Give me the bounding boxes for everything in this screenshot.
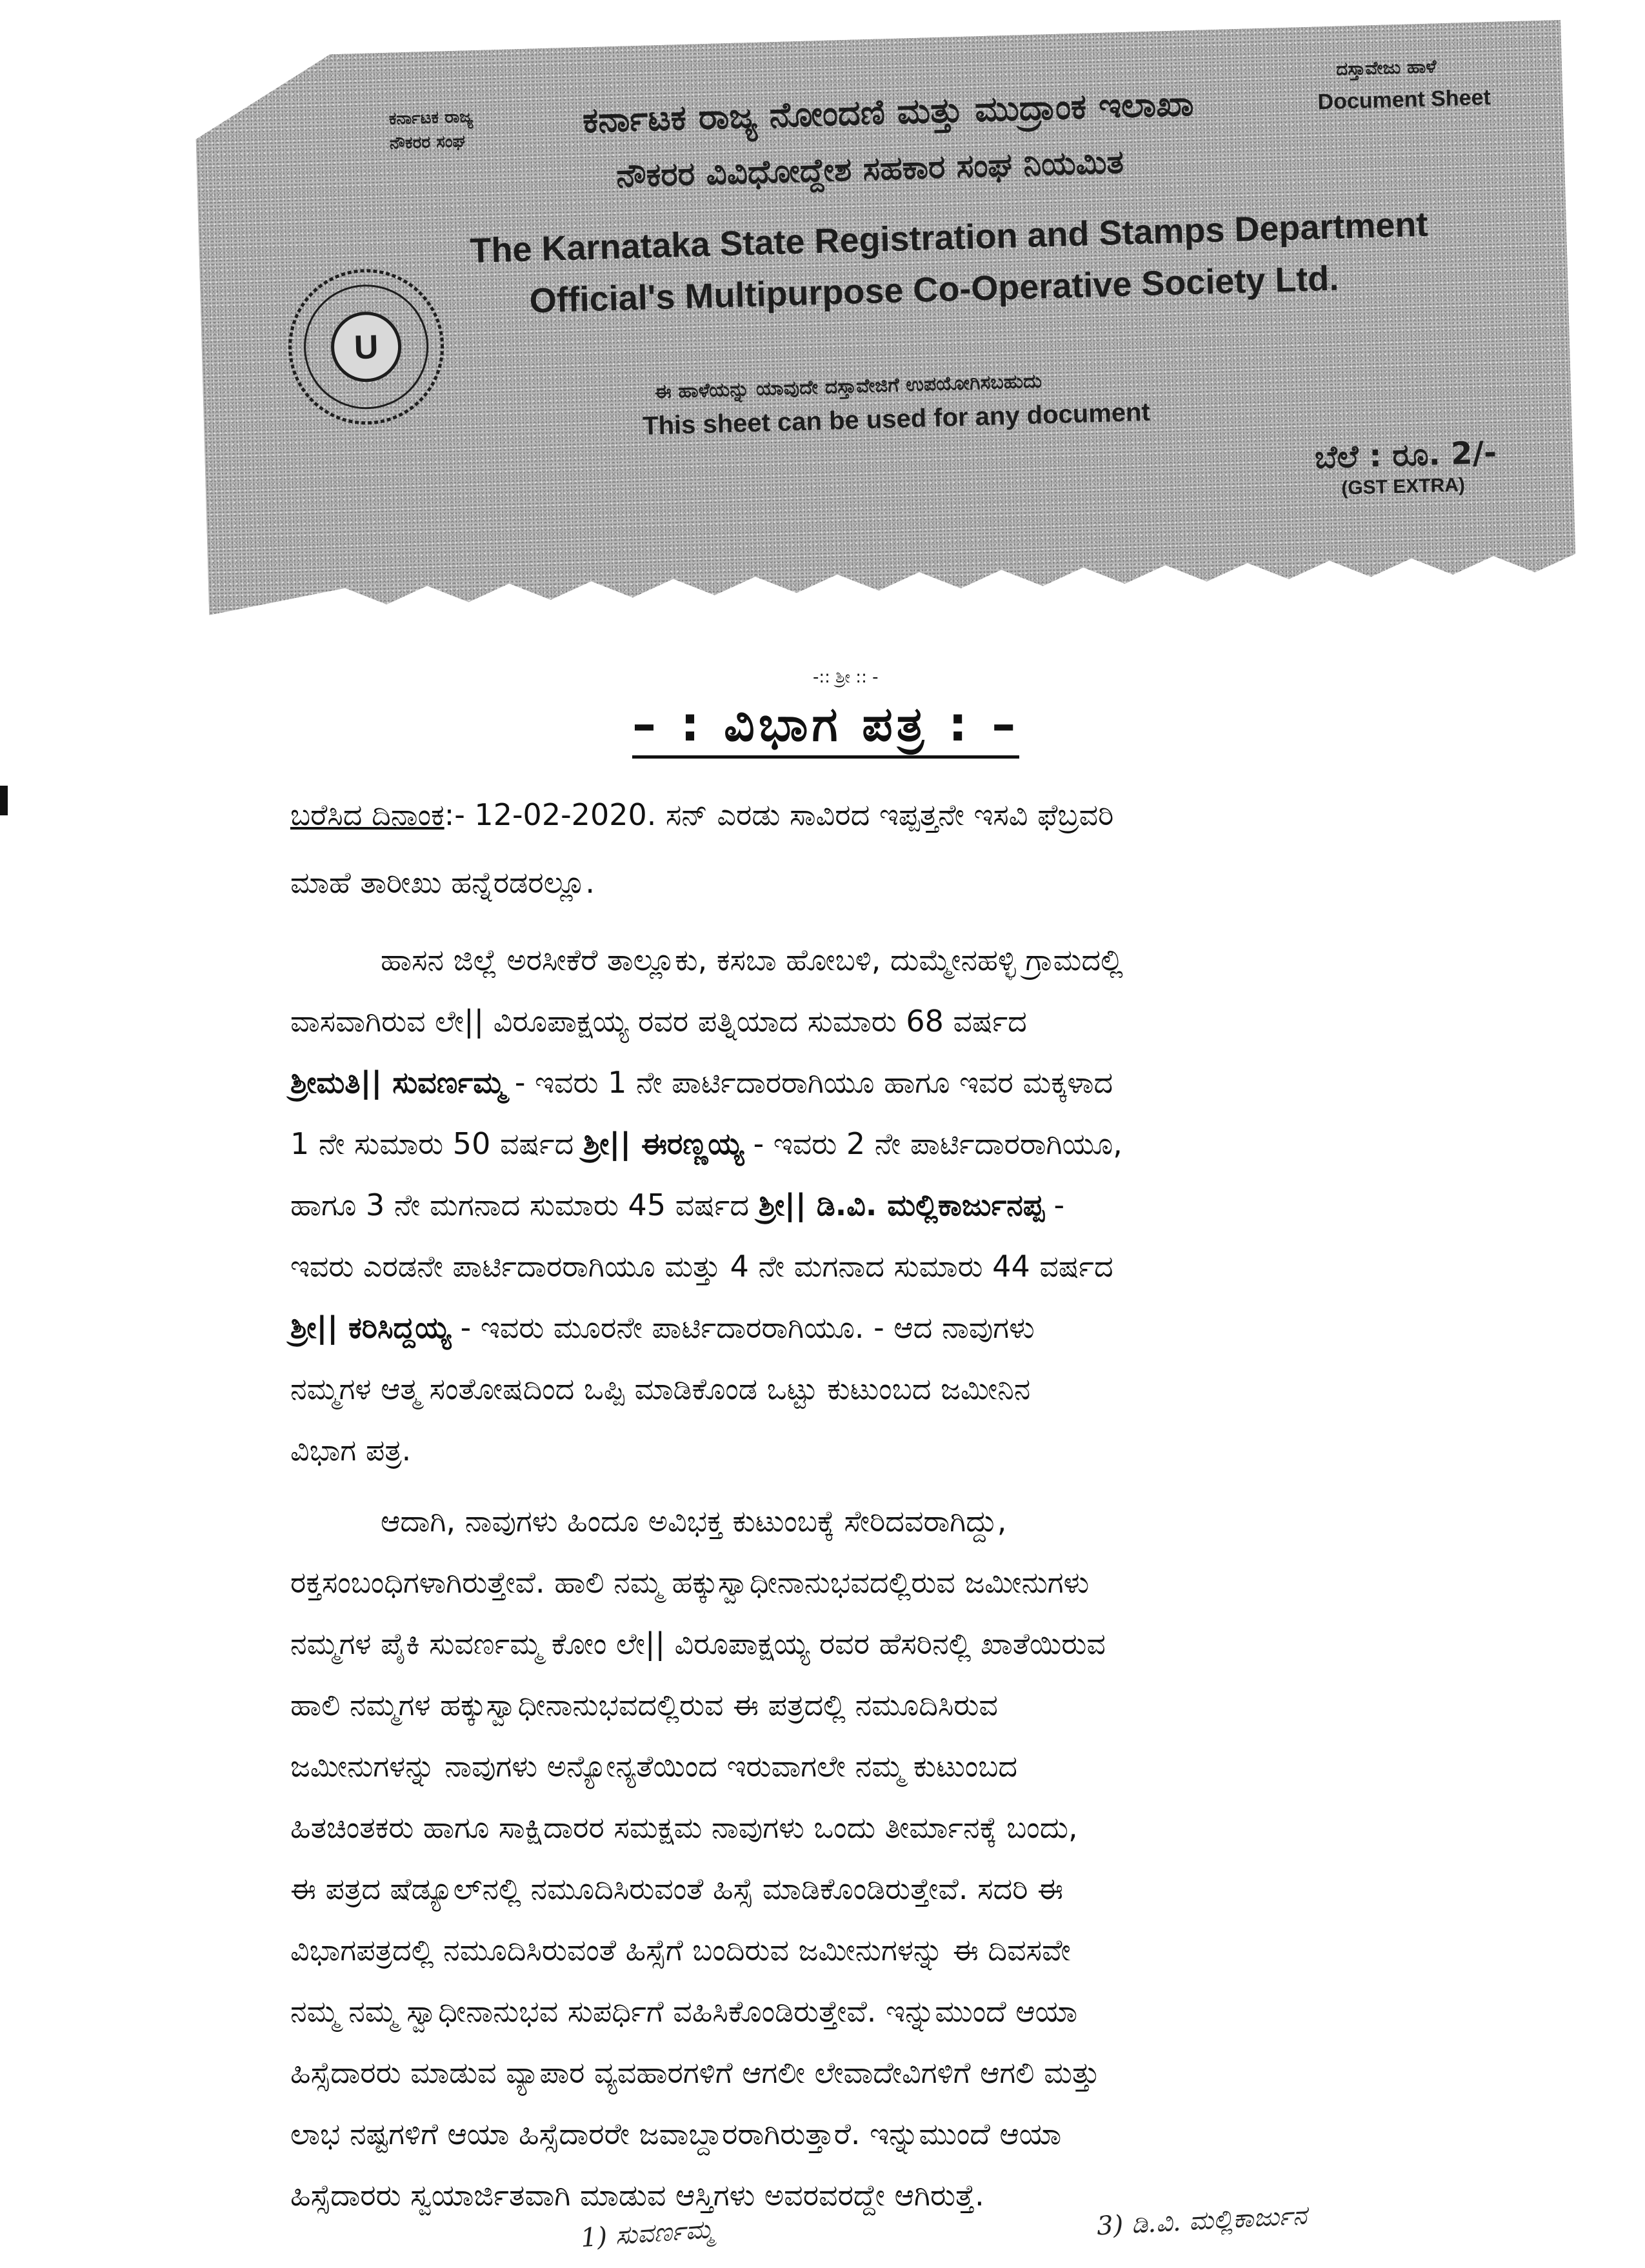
paragraph-1-line-4: 1 ನೇ ಸುಮಾರು 50 ವರ್ಷದ ಶ್ರೀ|| ಈರಣ್ಣಯ್ಯ - ಇವರು 2 ನೇ ಪಾರ್ಟಿದಾರರಾಗಿಯೂ, [290,1126,1122,1161]
stamp-kannada-small-2: ನೌಕರರ ಸಂಘ [389,132,466,154]
paragraph-2-line-4: ಹಾಲಿ ನಮ್ಮಗಳ ಹಕ್ಕುಸ್ವಾಧೀನಾನುಭವದಲ್ಲಿರುವ ಈ ಪತ್ರದಲ್ಲಿ ನಮೂದಿಸಿರುವ [290,1687,998,1722]
document-title: – : ವಿಭಾಗ ಪತ್ರ : – [632,697,1019,759]
paragraph-1-line-3: ಶ್ರೀಮತಿ|| ಸುವರ್ಣಮ್ಮ - ಇವರು 1 ನೇ ಪಾರ್ಟಿದಾರರಾಗಿಯೂ ಹಾಗೂ ಇವರ ಮಕ್ಕಳಾದ [290,1065,1113,1100]
stamp-paper [194,20,1577,639]
usage-note-english: This sheet can be used for any document [642,397,1151,441]
document-sheet-kannada: ದಸ್ತಾವೇಜು ಹಾಳೆ [1335,55,1437,80]
stamp-kannada-line-1: ಕರ್ನಾಟಕ ರಾಜ್ಯ ನೋಂದಣಿ ಮತ್ತು ಮುದ್ರಾಂಕ ಇಲಾಖಾ [582,83,1195,141]
paragraph-2-line-3: ನಮ್ಮಗಳ ಪೈಕಿ ಸುವರ್ಣಮ್ಮ ಕೋಂ ಲೇ|| ವಿರೂಪಾಕ್ಷಯ್ಯ ರವರ ಹೆಸರಿನಲ್ಲಿ ಖಾತೆಯಿರುವ [290,1626,1106,1661]
society-seal [283,264,449,430]
paragraph-2-line-2: ರಕ್ತಸಂಬಂಧಿಗಳಾಗಿರುತ್ತೇವೆ. ಹಾಲಿ ನಮ್ಮ ಹಕ್ಕುಸ್ವಾಧೀನಾನುಭವದಲ್ಲಿರುವ ಜಮೀನುಗಳು [290,1565,1090,1600]
paragraph-2-line-12: ಹಿಸ್ಸೆದಾರರು ಸ್ವಯಾರ್ಜಿತವಾಗಿ ಮಾಡುವ ಆಸ್ತಿಗಳು ಅವರವರದ್ದೇ ಆಗಿರುತ್ತೆ. [290,2178,984,2213]
paragraph-1-line-5: ಹಾಗೂ 3 ನೇ ಮಗನಾದ ಸುಮಾರು 45 ವರ್ಷದ ಶ್ರೀ|| ಡಿ.ವಿ. ಮಲ್ಲಿಕಾರ್ಜುನಪ್ಪ - [290,1188,1065,1222]
invocation: -:: ಶ್ರೀ :: - [813,668,879,687]
date-line-2: ಮಾಹೆ ತಾರೀಖು ಹನ್ನೆರಡರಲ್ಲೂ. [290,865,595,900]
paragraph-1-line-8: ನಮ್ಮಗಳ ಆತ್ಮ ಸಂತೋಷದಿಂದ ಒಪ್ಪಿ ಮಾಡಿಕೊಂಡ ಒಟ್ಟು ಕುಟುಂಬದ ಜಮೀನಿನ [290,1371,1031,1406]
signature-1: 1) ಸುವರ್ಣಮ್ಮ [579,2214,715,2254]
margin-mark [0,786,8,815]
stamp-kannada-line-2: ನೌಕರರ ವಿವಿಧೋದ್ದೇಶ ಸಹಕಾರ ಸಂಘ ನಿಯಮಿತ [615,143,1124,195]
paragraph-1-line-1: ಹಾಸನ ಜಿಲ್ಲೆ ಅರಸೀಕೆರೆ ತಾಲ್ಲೂಕು, ಕಸಬಾ ಹೋಬಳಿ, ದುಮ್ಮೇನಹಳ್ಳಿ ಗ್ರಾಮದಲ್ಲಿ [381,942,1123,977]
document-sheet-english: Document Sheet [1317,85,1491,115]
party-1-name: ಶ್ರೀಮತಿ|| ಸುವರ್ಣಮ್ಮ [290,1065,506,1100]
party-3-name: ಶ್ರೀ|| ಡಿ.ವಿ. ಮಲ್ಲಿಕಾರ್ಜುನಪ್ಪ [758,1188,1044,1222]
stamp-price: ಬೆಲೆ : ರೂ. 2/- [1314,434,1497,476]
paragraph-2-line-6: ಹಿತಚಿಂತಕರು ಹಾಗೂ ಸಾಕ್ಷಿದಾರರ ಸಮಕ್ಷಮ ನಾವುಗಳು ಒಂದು ತೀರ್ಮಾನಕ್ಕೆ ಬಂದು, [290,1810,1078,1845]
paragraph-2-line-11: ಲಾಭ ನಷ್ಟಗಳಿಗೆ ಆಯಾ ಹಿಸ್ಸೆದಾರರೇ ಜವಾಬ್ದಾರರಾಗಿರುತ್ತಾರೆ. ಇನ್ನುಮುಂದೆ ಆಯಾ [290,2116,1062,2151]
paragraph-2-line-9: ನಮ್ಮ ನಮ್ಮ ಸ್ವಾಧೀನಾನುಭವ ಸುಪರ್ಧಿಗೆ ವಹಿಸಿಕೊಂಡಿರುತ್ತೇವೆ. ಇನ್ನುಮುಂದೆ ಆಯಾ [290,1994,1078,2029]
date-line [290,797,1114,832]
stamp-english-line-2: Official's Multipurpose Co-Operative Society Ltd. [528,259,1340,321]
party-2-name: ಶ್ರೀ|| ಈರಣ್ಣಯ್ಯ [583,1126,744,1161]
paragraph-2-line-8: ವಿಭಾಗಪತ್ರದಲ್ಲಿ ನಮೂದಿಸಿರುವಂತೆ ಹಿಸ್ಸೆಗೆ ಬಂದಿರುವ ಜಮೀನುಗಳನ್ನು ಈ ದಿವಸವೇ [290,1933,1071,1967]
paragraph-2-line-1: ಆದಾಗಿ, ನಾವುಗಳು ಹಿಂದೂ ಅವಿಭಕ್ತ ಕುಟುಂಬಕ್ಕೆ ಸೇರಿದವರಾಗಿದ್ದು, [381,1504,1007,1538]
paragraph-2-line-5: ಜಮೀನುಗಳನ್ನು ನಾವುಗಳು ಅನ್ಯೋನ್ಯತೆಯಿಂದ ಇರುವಾಗಲೇ ನಮ್ಮ ಕುಟುಂಬದ [290,1749,1018,1784]
paragraph-1-line-9: ವಿಭಾಗ ಪತ್ರ. [290,1433,412,1467]
seal-letter: U [354,328,379,367]
stamp-english-line-1: The Karnataka State Registration and Stamps Department [469,204,1429,271]
date-label: ಬರೆಸಿದ ದಿನಾಂಕ [290,797,444,832]
paragraph-2-line-7: ಈ ಪತ್ರದ ಷೆಡ್ಯೂಲ್‌ನಲ್ಲಿ ನಮೂದಿಸಿರುವಂತೆ ಹಿಸ್ಸೆ ಮಾಡಿಕೊಂಡಿರುತ್ತೇವೆ. ಸದರಿ ಈ [290,1871,1064,1906]
paragraph-1-line-2: ವಾಸವಾಗಿರುವ ಲೇ|| ವಿರೂಪಾಕ್ಷಯ್ಯ ರವರ ಪತ್ನಿಯಾದ ಸುಮಾರು 68 ವರ್ಷದ [290,1004,1027,1039]
stamp-gst-note: (GST EXTRA) [1341,474,1466,499]
usage-note-kannada: ಈ ಹಾಳೆಯನ್ನು ಯಾವುದೇ ದಸ್ತಾವೇಜಿಗೆ ಉಪಯೋಗಿಸಬಹುದು [654,370,1042,404]
party-4-name: ಶ್ರೀ|| ಕರಿಸಿದ್ದಯ್ಯ [290,1310,452,1345]
signature-3: 3) ಡಿ.ವಿ. ಮಲ್ಲಿಕಾರ್ಜುನ [1096,2200,1308,2242]
date-value: :- 12-02-2020. ಸನ್ ಎರಡು ಸಾವಿರದ ಇಪ್ಪತ್ತನೇ ಇಸವಿ ಫೆಬ್ರವರಿ [444,797,1114,832]
paragraph-1-line-6: ಇವರು ಎರಡನೇ ಪಾರ್ಟಿದಾರರಾಗಿಯೂ ಮತ್ತು 4 ನೇ ಮಗನಾದ ಸುಮಾರು 44 ವರ್ಷದ [290,1249,1113,1284]
paragraph-2-line-10: ಹಿಸ್ಸೆದಾರರು ಮಾಡುವ ವ್ಯಾಪಾರ ವ್ಯವಹಾರಗಳಿಗೆ ಆಗಲೀ ಲೇವಾದೇವಿಗಳಿಗೆ ಆಗಲಿ ಮತ್ತು [290,2055,1100,2090]
stamp-kannada-small-1: ಕರ್ನಾಟಕ ರಾಜ್ಯ [388,106,474,129]
paragraph-1-line-7: ಶ್ರೀ|| ಕರಿಸಿದ್ದಯ್ಯ - ಇವರು ಮೂರನೇ ಪಾರ್ಟಿದಾರರಾಗಿಯೂ. - ಆದ ನಾವುಗಳು [290,1310,1035,1345]
